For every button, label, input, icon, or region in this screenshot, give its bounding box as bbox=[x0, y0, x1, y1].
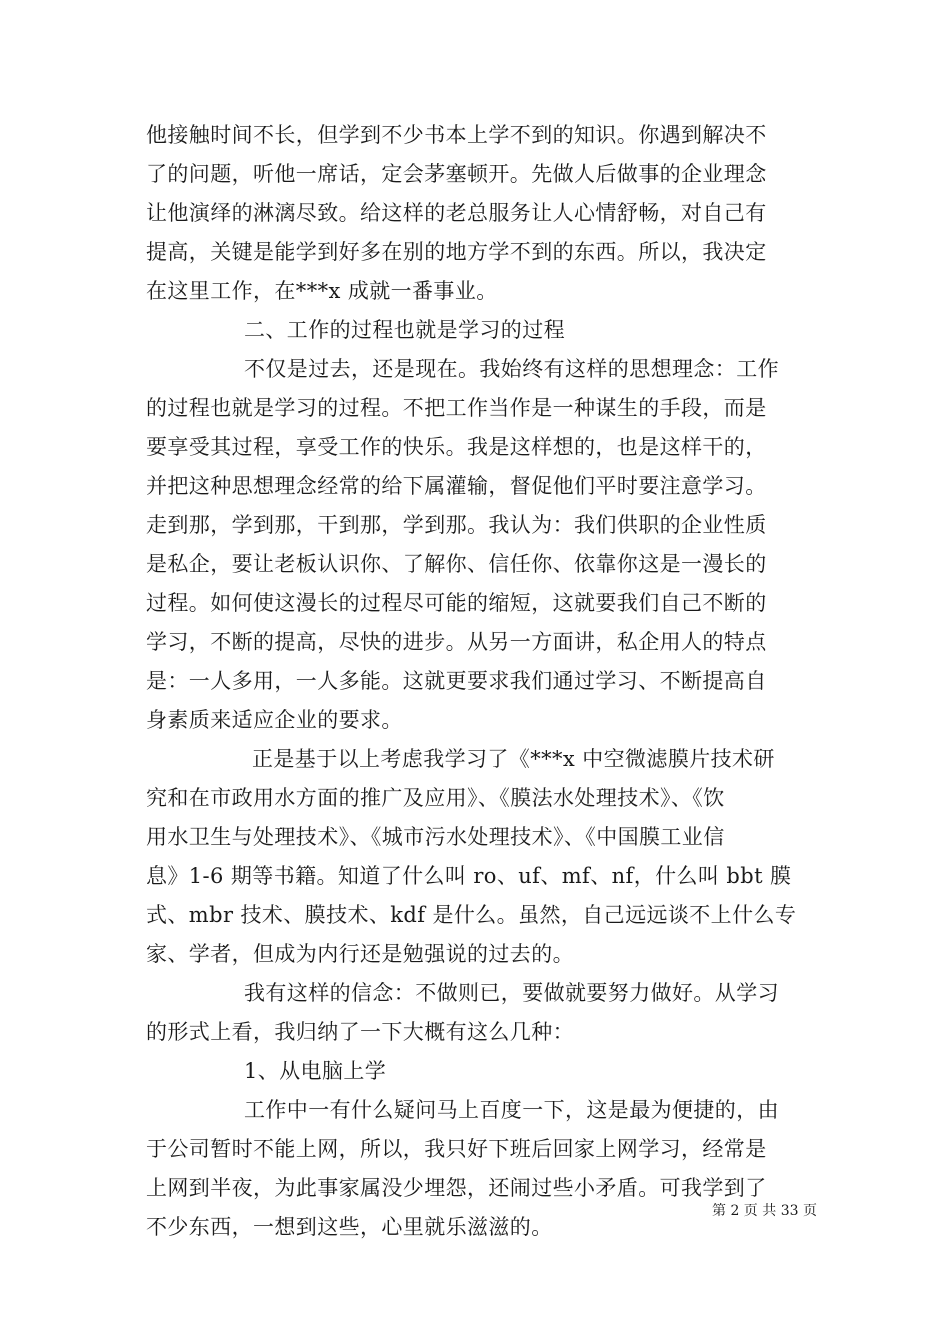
subsection-heading: 1、从电脑上学 bbox=[244, 1059, 387, 1083]
text-line: 走到那，学到那，干到那，学到那。我认为：我们供职的企业性质 bbox=[146, 513, 767, 537]
text-line: 究和在市政用水方面的推广及应用》、《膜法水处理技术》、《饮 bbox=[146, 786, 725, 810]
text-line: 并把这种思想理念经常的给下属灌输，督促他们平时要注意学习。 bbox=[146, 474, 767, 498]
text-line: 了的问题，听他一席话，定会茅塞顿开。先做人后做事的企业理念 bbox=[146, 162, 767, 186]
text-line: 不仅是过去，还是现在。我始终有这样的思想理念：工作 bbox=[244, 357, 779, 381]
text-line: 不少东西，一想到这些，心里就乐滋滋的。 bbox=[146, 1215, 553, 1239]
text-line: 正是基于以上考虑我学习了《***x 中空微滤膜片技术研 bbox=[252, 747, 775, 771]
text-line: 的过程也就是学习的过程。不把工作当作是一种谋生的手段，而是 bbox=[146, 396, 767, 420]
text-line: 是私企，要让老板认识你、了解你、信任你、依靠你这是一漫长的 bbox=[146, 552, 767, 576]
text-line: 息》1-6 期等书籍。知道了什么叫 ro、uf、mf、nf，什么叫 bbt 膜 bbox=[146, 864, 792, 888]
text-line: 上网到半夜，为此事家属没少埋怨，还闹过些小矛盾。可我学到了 bbox=[146, 1176, 767, 1200]
text-line: 工作中一有什么疑问马上百度一下，这是最为便捷的，由 bbox=[244, 1098, 779, 1122]
text-line: 的形式上看，我归纳了一下大概有这么几种： bbox=[146, 1020, 574, 1044]
text-line: 让他演绎的淋漓尽致。给这样的老总服务让人心情舒畅，对自己有 bbox=[146, 201, 767, 225]
text-line: 身素质来适应企业的要求。 bbox=[146, 708, 403, 732]
text-line: 式、mbr 技术、膜技术、kdf 是什么。虽然，自己远远谈不上什么专 bbox=[146, 903, 797, 927]
text-line: 家、学者，但成为内行还是勉强说的过去的。 bbox=[146, 942, 574, 966]
text-line: 我有这样的信念：不做则已，要做就要努力做好。从学习 bbox=[244, 981, 779, 1005]
text-line: 在这里工作，在***x 成就一番事业。 bbox=[146, 279, 498, 303]
text-line: 他接触时间不长，但学到不少书本上学不到的知识。你遇到解决不 bbox=[146, 123, 767, 147]
text-line: 要享受其过程，享受工作的快乐。我是这样想的，也是这样干的， bbox=[146, 435, 767, 459]
text-line: 提高，关键是能学到好多在别的地方学不到的东西。所以，我决定 bbox=[146, 240, 767, 264]
text-line: 学习，不断的提高，尽快的进步。从另一方面讲，私企用人的特点 bbox=[146, 630, 767, 654]
section-heading: 二、工作的过程也就是学习的过程 bbox=[244, 318, 565, 342]
text-line: 过程。如何使这漫长的过程尽可能的缩短，这就要我们自己不断的 bbox=[146, 591, 767, 615]
text-line: 是：一人多用，一人多能。这就更要求我们通过学习、不断提高自 bbox=[146, 669, 767, 693]
text-line: 用水卫生与处理技术》、《城市污水处理技术》、《中国膜工业信 bbox=[146, 825, 725, 849]
page-number-footer: 第 2 页 共 33 页 bbox=[712, 1203, 817, 1219]
text-line: 于公司暂时不能上网，所以，我只好下班后回家上网学习，经常是 bbox=[146, 1137, 767, 1161]
